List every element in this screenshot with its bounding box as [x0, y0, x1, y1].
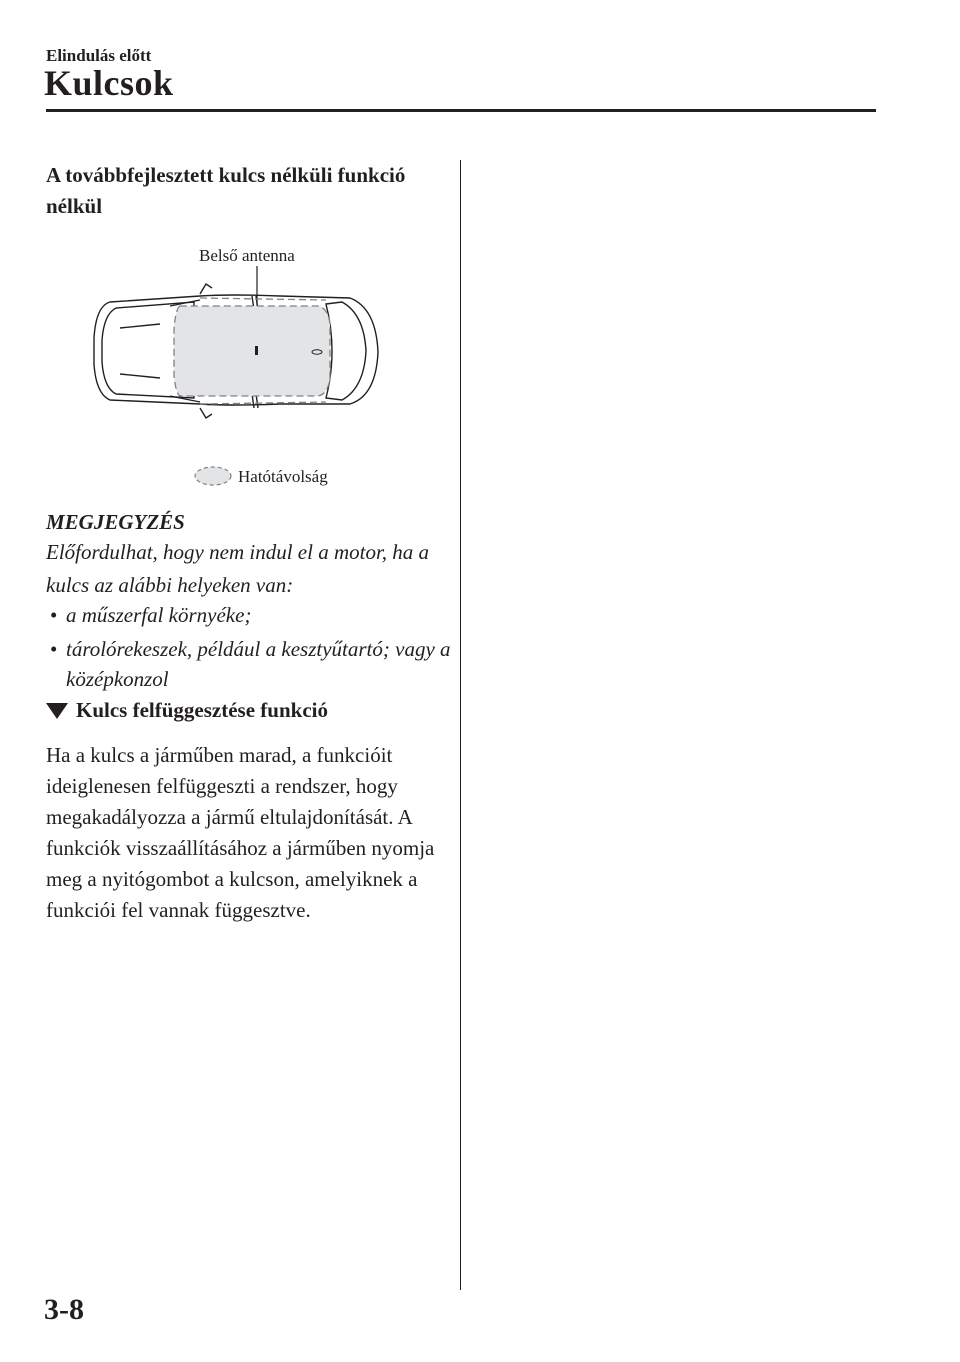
- list-item: • a műszerfal környéke;: [46, 600, 456, 630]
- section-label: Elindulás előtt: [46, 46, 152, 65]
- column-divider: [460, 160, 461, 1290]
- note-text: Előfordulhat, hogy nem indul el a motor, ha a kulcs az alábbi helyeken van:: [46, 540, 430, 597]
- range-label: Hatótávolság: [238, 467, 328, 486]
- car-diagram: [80, 238, 390, 498]
- note-bullet-list: [46, 600, 456, 698]
- subheading: A továbbfejlesztett kulcs nélküli funkció nélkül: [46, 163, 406, 218]
- note-title: MEGJEGYZÉS: [46, 510, 185, 534]
- antenna-marker: [255, 346, 258, 355]
- bullet-icon: •: [50, 603, 58, 627]
- car-antenna-figure: [80, 238, 390, 498]
- body-text: Ha a kulcs a járműben marad, a funkcióit ideiglenesen felfüggeszti a rendszer, hogy megakadályozza a jármű eltulajdonítását. A funkciók visszaállításához a járműben nyomja meg a nyitógombot a kulcson, amelyiknek a funkciói fel vannak függesztve.: [46, 743, 435, 922]
- title-rule: [46, 109, 876, 112]
- list-item: • tárolórekeszek, például a kesztyűtartó; vagy a középkonzol: [46, 634, 456, 694]
- page-title: Kulcsok: [44, 63, 174, 103]
- triangle-down-icon: [46, 703, 68, 719]
- page-number: 3-8: [44, 1293, 84, 1326]
- range-edge-top: [200, 298, 326, 300]
- bullet-icon: •: [50, 637, 58, 661]
- range-area: [174, 306, 330, 396]
- antenna-label: Belső antenna: [199, 246, 295, 265]
- range-legend-swatch: [195, 467, 231, 485]
- section-heading: Kulcs felfüggesztése funkció: [46, 698, 328, 723]
